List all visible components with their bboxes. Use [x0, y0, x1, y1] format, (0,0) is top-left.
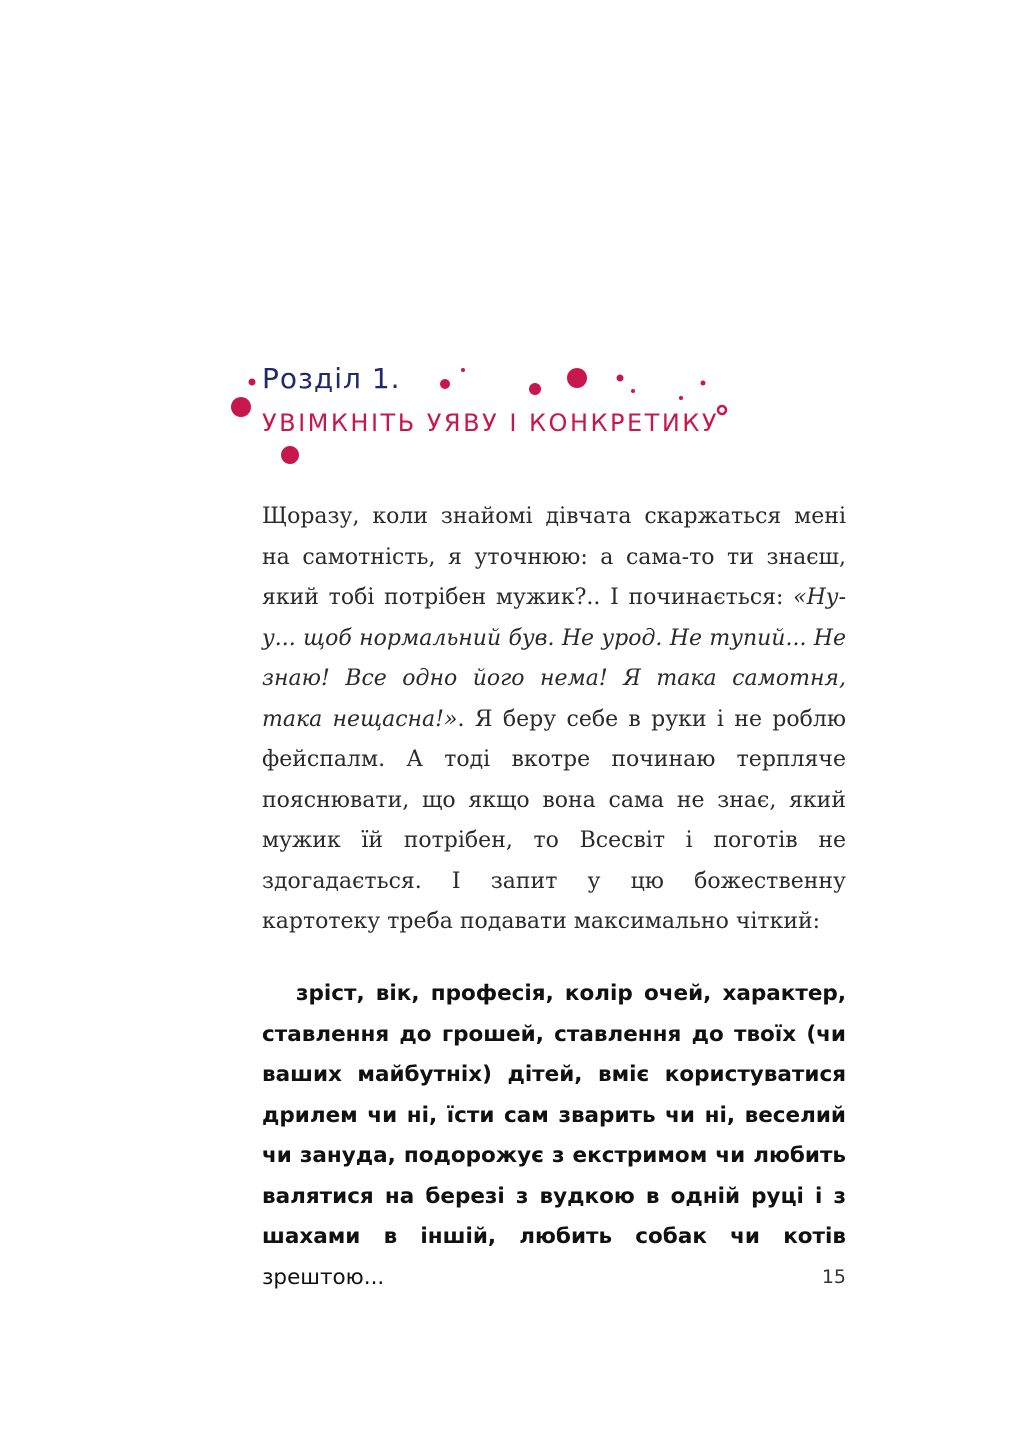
chapter-heading [262, 362, 742, 438]
criteria-tail: зрештою... [262, 1264, 385, 1290]
chapter-label: Розділ 1. [262, 362, 401, 395]
intro-paragraph [262, 497, 846, 943]
chapter-title: УВІМКНІТЬ УЯВУ І КОНКРЕТИКУ [262, 409, 719, 437]
intro-quote: «Ну-у... щоб нормальний був. Не урод. Не тупий... Не знаю! Все одно його нема! Я така самотня, така нещасна!» [262, 585, 846, 732]
page-number: 15 [821, 1266, 846, 1288]
intro-text-part2: . Я беру себе в руки і не роблю фейспалм. А тоді вкотре починаю терпляче пояснювати, що якщо вона сама не знає, який мужик їй потрібен, то Всесвіт і поготів не здогадається. І запит у цю божественну картотеку треба подавати максимально чіткий: [262, 706, 846, 934]
dot [249, 379, 256, 386]
dot [231, 397, 251, 417]
dot [281, 446, 299, 464]
intro-text-part1: Щоразу, коли знайомі дівчата скаржаться мені на самотність, я уточнюю: а сама-то ти знаєш, який тобі потрібен мужик?.. І починається: [262, 504, 846, 610]
criteria-paragraph [262, 974, 846, 1298]
criteria-list: зріст, вік, професія, колір очей, характер, ставлення до грошей, ставлення до твоїх (чи ваших майбутніх) дітей, вміє користуватися дрилем чи ні, їсти сам зварить чи ні, веселий чи зануда, подорожує з екстримом чи любить валятися на березі з вудкою в одній руці і з шахами в іншій, любить собак чи котів [262, 981, 846, 1249]
